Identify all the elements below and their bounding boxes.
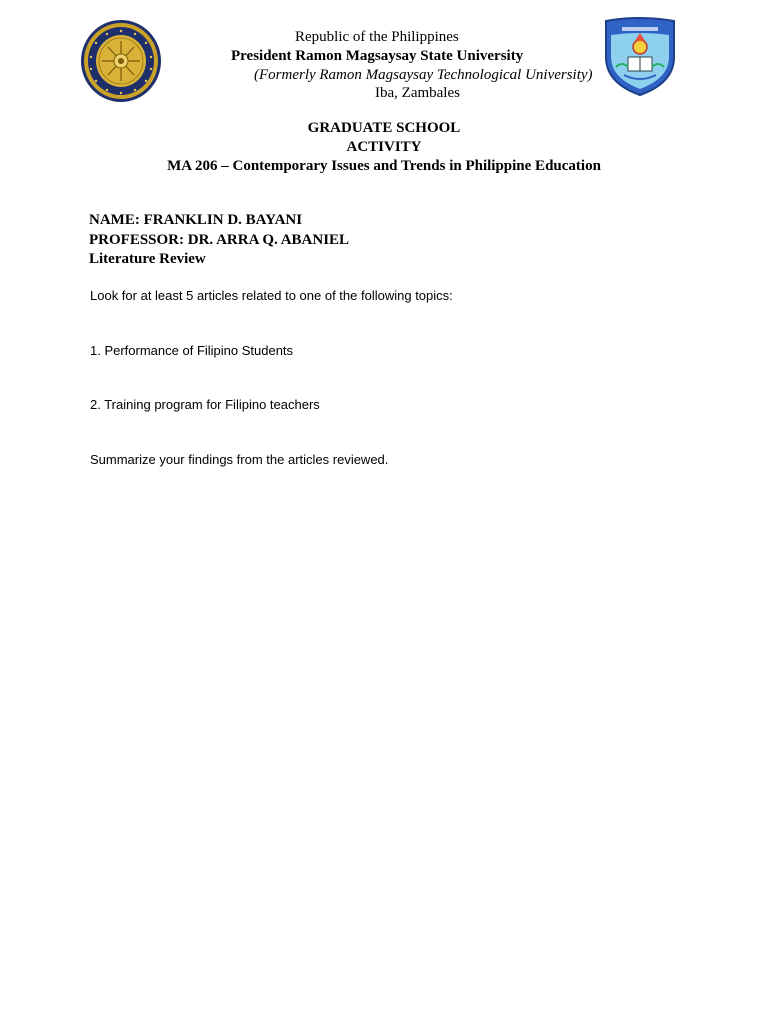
shield-emblem-icon xyxy=(602,17,678,97)
assignment-title: Literature Review xyxy=(89,251,206,267)
summary-instruction: Summarize your findings from the articles reviewed. xyxy=(90,452,389,467)
topic-item: 1. Performance of Filipino Students xyxy=(90,343,294,358)
university-name: President Ramon Magsaysay State University xyxy=(231,48,524,64)
course-title: MA 206 – Contemporary Issues and Trends in Philippine Education xyxy=(167,158,601,174)
university-seal-icon xyxy=(80,19,162,103)
former-name: (Formerly Ramon Magsaysay Technological University) xyxy=(254,67,593,83)
graduate-school-heading: GRADUATE SCHOOL xyxy=(307,120,461,136)
activity-heading: ACTIVITY xyxy=(346,139,422,155)
professor-name: PROFESSOR: DR. ARRA Q. ABANIEL xyxy=(89,232,350,248)
instructions-text: Look for at least 5 articles related to one of the following topics: xyxy=(90,288,453,303)
topic-item: 2. Training program for Filipino teachers xyxy=(90,397,320,412)
student-name: NAME: FRANKLIN D. BAYANI xyxy=(89,212,303,228)
location-line: Iba, Zambales xyxy=(375,85,460,101)
republic-line: Republic of the Philippines xyxy=(295,29,459,45)
